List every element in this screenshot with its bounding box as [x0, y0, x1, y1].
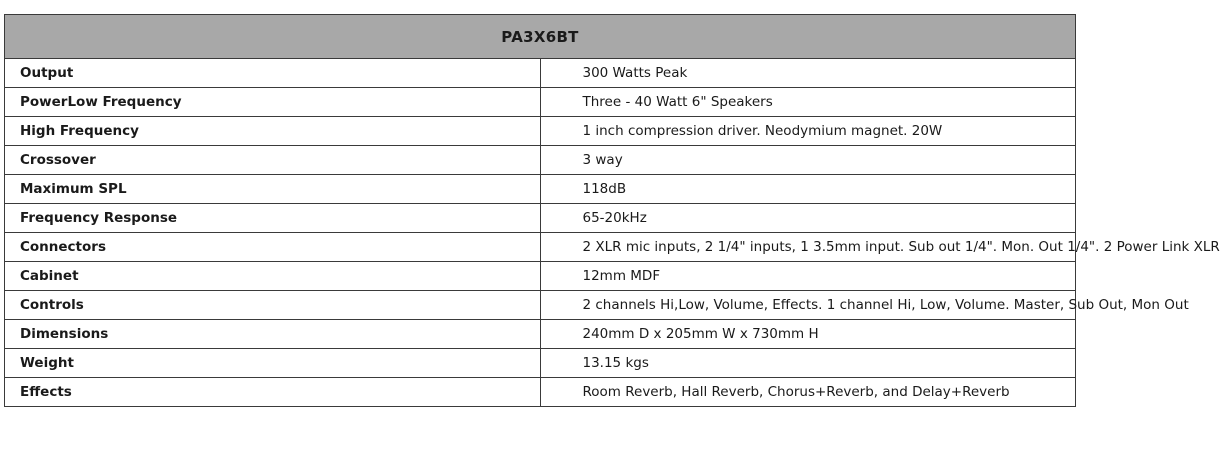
spec-value: 3 way	[540, 146, 1076, 175]
spec-value: 2 channels Hi,Low, Volume, Effects. 1 channel Hi, Low, Volume. Master, Sub Out, Mon Out	[540, 291, 1076, 320]
spec-label: High Frequency	[5, 117, 541, 146]
table-row	[5, 320, 1076, 349]
spec-value: 65-20kHz	[540, 204, 1076, 233]
spec-value: Room Reverb, Hall Reverb, Chorus+Reverb, and Delay+Reverb	[540, 378, 1076, 407]
spec-table	[4, 14, 1220, 407]
table-row	[5, 88, 1076, 117]
spec-label: Crossover	[5, 146, 541, 175]
spec-value: 2 XLR mic inputs, 2 1/4" inputs, 1 3.5mm input. Sub out 1/4". Mon. Out 1/4". 2 Power Link XLR	[540, 233, 1076, 262]
table-row	[5, 204, 1076, 233]
table-row	[5, 117, 1076, 146]
spec-value: 240mm D x 205mm W x 730mm H	[540, 320, 1076, 349]
table-row	[5, 378, 1076, 407]
spec-label: Connectors	[5, 233, 541, 262]
spec-value: 1 inch compression driver. Neodymium magnet. 20W	[540, 117, 1076, 146]
table-row	[5, 262, 1076, 291]
table-row	[5, 175, 1076, 204]
spec-value: 300 Watts Peak	[540, 59, 1076, 88]
table-title: PA3X6BT	[5, 15, 1076, 59]
spec-label: Controls	[5, 291, 541, 320]
spec-label: Weight	[5, 349, 541, 378]
spec-label: Output	[5, 59, 541, 88]
spec-label: Dimensions	[5, 320, 541, 349]
table-row	[5, 233, 1076, 262]
spec-label: Frequency Response	[5, 204, 541, 233]
spec-value: 13.15 kgs	[540, 349, 1076, 378]
spec-label: Effects	[5, 378, 541, 407]
table-row	[5, 59, 1076, 88]
spec-label: Maximum SPL	[5, 175, 541, 204]
table-row	[5, 146, 1076, 175]
spec-label: PowerLow Frequency	[5, 88, 541, 117]
spec-label: Cabinet	[5, 262, 541, 291]
table-row	[5, 291, 1076, 320]
spec-value: 12mm MDF	[540, 262, 1076, 291]
table-row	[5, 349, 1076, 378]
spec-value: Three - 40 Watt 6" Speakers	[540, 88, 1076, 117]
spec-value: 118dB	[540, 175, 1076, 204]
table-header-row	[5, 15, 1076, 59]
